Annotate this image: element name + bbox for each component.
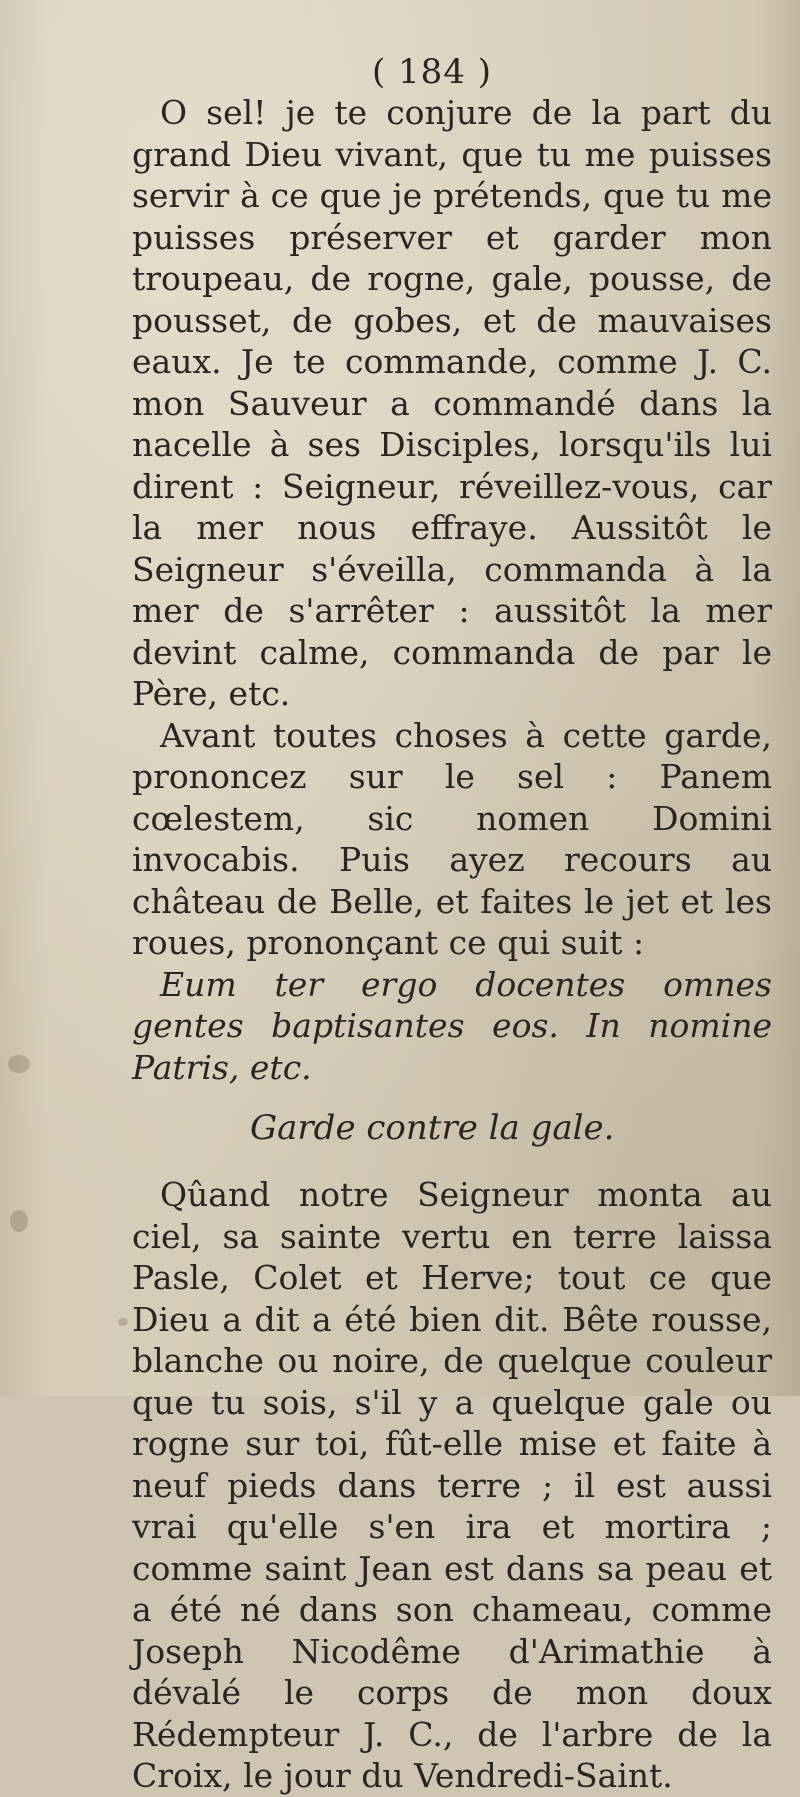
paragraph-instructions: Avant toutes choses à cette garde, prononcez sur le sel : Panem cœlestem, sic nomen Domini invocabis. Puis ayez recours au château de Belle, et faites le jet et les roues, prononçant ce qui suit : bbox=[132, 715, 772, 962]
section-heading: Garde contre la gale. bbox=[250, 1108, 615, 1148]
paragraph-gale-prayer: Qûand notre Seigneur monta au ciel, sa sainte vertu en terre laissa Pasle, Colet et Herve; tout ce que Dieu a dit a été bien dit. Bête rousse, blanche ou noire, de quelque couleur que tu sois, s'il y a quelque gale ou rogne sur toi, fût-elle mise et faite à neuf pieds dans terre ; il est aussi vrai qu'elle s'en ira et mortira ; comme saint Jean est dans sa peau et a été né dans son chameau, comme Joseph Nicodême d'Arimathie à dévalé le corps de mon doux Rédempteur J. C., de l'arbre de la Croix, le jour du Vendredi-Saint. bbox=[132, 1175, 772, 1795]
paper-stain bbox=[118, 1318, 128, 1326]
paragraph-conjuration: O sel! je te conjure de la part du grand Dieu vivant, que tu me puisses servir à ce que je prétends, que tu me puisses préserver et garder mon troupeau, de rogne, gale, pousse, de pousset, de gobes, et de mauvaises eaux. Je te commande, comme J. C. mon Sauveur a commandé dans la nacelle à ses Disciples, lorsqu'ils lui dirent : Seigneur, réveillez-vous, car la mer nous effraye. Aussitôt le Seigneur s'éveilla, commanda à la mer de s'arrêter : aussitôt la mer devint calme, commanda de par le Père, etc. bbox=[132, 93, 772, 713]
paragraph-latin-formula: Eum ter ergo docentes omnes gentes baptisantes eos. In nomine Patris, etc. bbox=[132, 964, 772, 1087]
page-content bbox=[132, 52, 772, 1797]
paper-stain bbox=[10, 1210, 28, 1232]
paper-stain bbox=[8, 1055, 30, 1073]
page-number: ( 184 ) bbox=[371, 52, 493, 92]
